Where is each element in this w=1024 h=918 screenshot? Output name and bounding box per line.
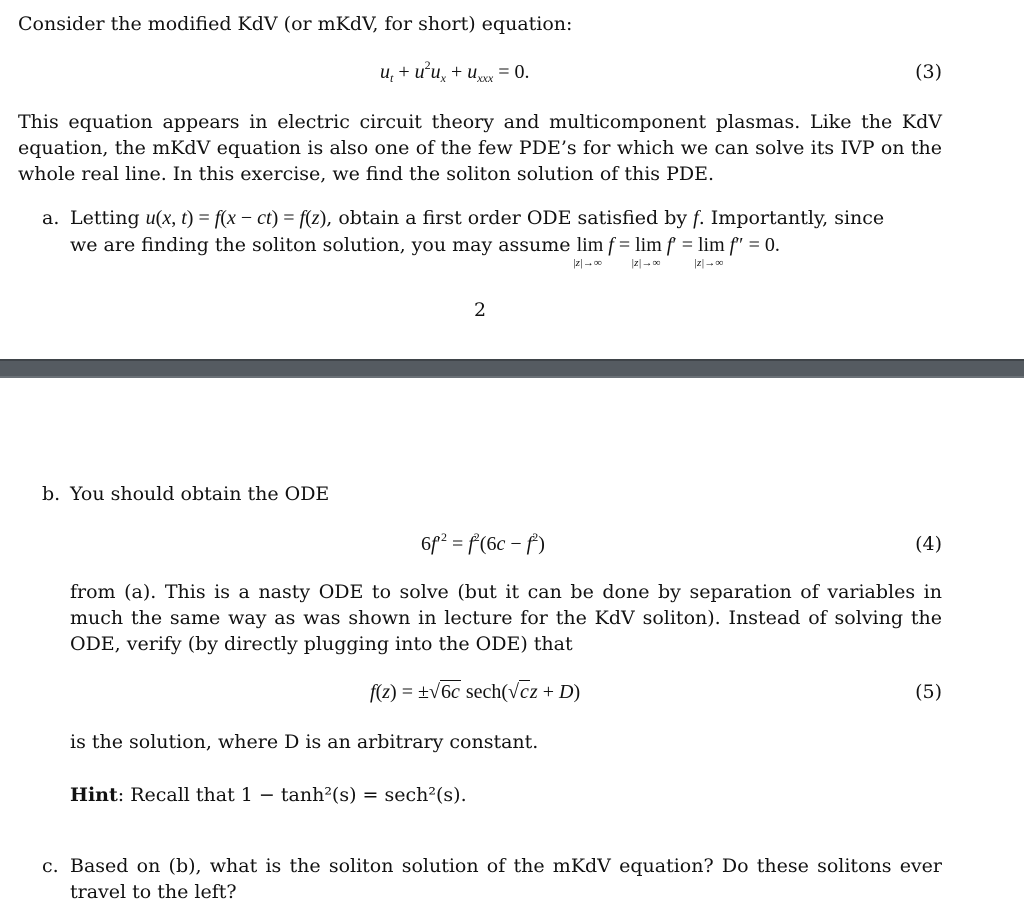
part-b-marker: b. <box>42 483 61 505</box>
page-separator <box>0 359 1024 378</box>
equation-5-number: (5) <box>915 681 942 703</box>
hint-text: : Recall that 1 − tanh²(s) = sech²(s). <box>117 784 467 806</box>
part-a-line-1: Letting u(x, t) = f(x − ct) = f(z), obtain a first order ODE satisfied by f. Importantly, since <box>70 207 885 229</box>
hint <box>70 782 467 808</box>
part-b-after-equation: is the solution, where D is an arbitrary constant. <box>70 731 539 753</box>
part-a-line1-suffix: , obtain a first order ODE satisfied by <box>326 207 688 229</box>
equation-5: f(z) = ±√6c sech(√cz + D) <box>370 681 581 703</box>
part-a-line1-prefix: Letting <box>70 207 140 229</box>
equation-4: $6f'^2 = f^2(6c - f^2)$ <box>421 530 545 555</box>
part-c-text: Based on (b), what is the soliton solution of the mKdV equation? Do these solitons ever travel to the left? <box>70 855 942 903</box>
part-a-line1-end: . Importantly, since <box>698 207 885 229</box>
hint-label: Hint <box>70 784 118 806</box>
part-b-paragraph: from (a). This is a nasty ODE to solve (but it can be done by separation of variables in much the same way as was shown in lecture for the KdV soliton). Instead of solving the ODE, verify (by directly plugging into the ODE) that <box>70 581 942 655</box>
equation-3-number: (3) <box>915 61 942 83</box>
paragraph-1: This equation appears in electric circuit theory and multicomponent plasmas. Like the KdV equation, the mKdV equation is also one of the few PDE’s for which we can solve its IVP on the whole real line. In this exercise, we find the soliton solution of this PDE. <box>18 111 942 185</box>
page-number: 2 <box>474 299 487 321</box>
limit-conditions: lim |z|→∞ f = lim |z|→∞ f′ = lim |z|→∞ f″ = 0. <box>572 234 780 269</box>
part-b-intro: You should obtain the ODE <box>70 483 330 505</box>
part-a-line2-prefix: we are finding the soliton solution, you may assume <box>70 234 571 256</box>
equation-3: $u_t + u^2u_x + u_{xxx} = 0$. <box>380 58 530 85</box>
part-a-marker: a. <box>42 207 60 229</box>
part-c-marker: c. <box>42 855 59 877</box>
part-a-line-2 <box>70 232 780 269</box>
intro-text: Consider the modified KdV (or mKdV, for short) equation: <box>18 13 573 35</box>
equation-4-number: (4) <box>915 533 942 555</box>
